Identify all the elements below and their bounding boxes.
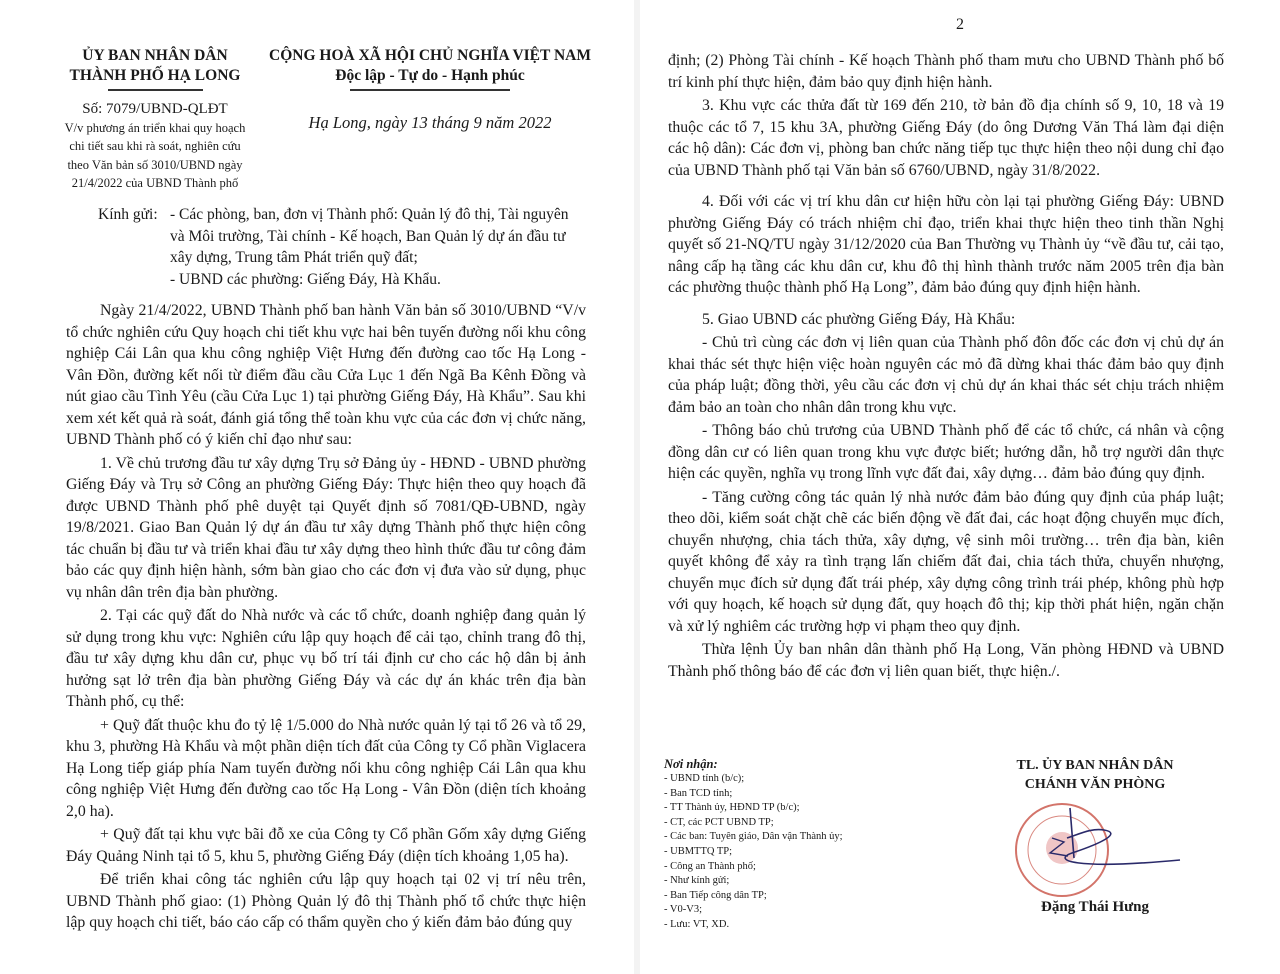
national-header xyxy=(255,46,605,133)
subject-line: 21/4/2022 của UBND Thành phố xyxy=(71,176,239,190)
issuer-block xyxy=(40,46,270,192)
distribution-label: Nơi nhận: xyxy=(664,757,718,771)
distribution-item: - V0-V3; xyxy=(664,904,703,916)
document-page-1 xyxy=(0,0,636,974)
distribution-item: - CT, các PCT UBND TP; xyxy=(664,816,774,828)
page-number: 2 xyxy=(956,16,964,33)
paragraph: - Thông báo chủ trương của UBND Thành phố để các tổ chức, cá nhân và cộng đồng dân cư có liên quan trong khu vực được biết; hướng dẫn, hỗ trợ người dân thực hiện các quyền, nghĩa vụ trong lĩnh vực đất đai, xây dựng… đảm bảo đúng quy định. xyxy=(668,422,1224,482)
paragraph: Ngày 21/4/2022, UBND Thành phố ban hành Văn bản số 3010/UBND “V/v tổ chức nghiên cứu Quy hoạch chi tiết khu vực hai bên tuyến đường nối khu công nghiệp Cái Lân qua khu công nghiệp Việt Hưng đến đường cao tốc Hạ Long - Vân Đồn, đường kết nối từ điểm đầu cầu Cửa Lục 1 đến Ngã Ba Kênh Đồng và nút giao cầu Tình Yêu (cầu Cửa Lục 1) tại phường Giếng Đáy, Hà Khẩu”. Sau khi xem xét kết quả rà soát, đánh giá tổng thể toàn khu vực của các đơn vị chức năng, UBND Thành phố có ý kiến chỉ đạo như sau: xyxy=(66,302,586,448)
distribution-item: - Ban TCD tỉnh; xyxy=(664,787,733,799)
issuer-line: ỦY BAN NHÂN DÂN xyxy=(82,47,228,64)
paragraph: - Tăng cường công tác quản lý nhà nước đảm bảo đúng quy định của pháp luật; theo dõi, kiểm soát chặt chẽ các biến động về đất đai, các hoạt động chuyển mục đích, chuyển nhượng, chia tách thửa, xây dựng, vệ sinh môi trường… trên địa bàn, kiên quyết không để xảy ra tình trạng lấn chiếm đất đai, chia tách thửa, chuyển nhượng, chuyển mục đích sử dụng đất trái phép, xây dựng công trình trái phép, không phù hợp với quy hoạch, kế hoạch sử dụng đất, quy hoạch đô thị; kịp thời phát hiện, ngăn chặn và xử lý nghiêm các trường hợp vi phạm theo quy định. xyxy=(668,488,1224,635)
subject-line: theo Văn bản số 3010/UBND ngày xyxy=(67,157,243,172)
subject-line: chi tiết sau khi rà soát, nghiên cứu xyxy=(69,139,241,153)
paragraph: 1. Về chủ trương đầu tư xây dựng Trụ sở Đảng ủy - HĐND - UBND phường Giếng Đáy và Trụ sở Công an phường Giếng Đáy: Thực hiện theo quy hoạch đã được UBND Thành phố phê duyệt tại Quyết định số 7081/QĐ-UBND, ngày 19/8/2021. Giao Ban Quản lý dự án đầu tư xây dựng Thành phố thực hiện công tác chuẩn bị đầu tư và triển khai đầu tư xây dựng theo hình thức đầu tư công đảm bảo các quy định hiện hành, sớm bàn giao cho các đơn vị đưa vào sử dụng, phục vụ nhân dân trên địa bàn phường. xyxy=(66,454,586,601)
paragraph: định; (2) Phòng Tài chính - Kế hoạch Thành phố tham mưu cho UBND Thành phố bố trí kinh phí thực hiện, đảm bảo quy định hiện hành. xyxy=(668,52,1224,91)
divider xyxy=(108,89,203,91)
paragraph: Để triển khai công tác nghiên cứu lập quy hoạch tại 02 vị trí nêu trên, UBND Thành phố giao: (1) Phòng Quản lý đô thị Thành phố tổ chức thực hiện lập quy hoạch chi tiết, báo cáo cấp có thẩm quyền cho ý kiến đảm bảo đúng quy xyxy=(66,871,586,931)
distribution-item: - Công an Thành phố; xyxy=(664,860,756,872)
signature-title: CHÁNH VĂN PHÒNG xyxy=(1024,777,1166,792)
distribution-item: - Các ban: Tuyên giáo, Dân vận Thành ủy; xyxy=(664,831,843,843)
distribution-item: - Ban Tiếp công dân TP; xyxy=(664,889,767,901)
recipient-item: - UBND các phường: Giếng Đáy, Hà Khẩu. xyxy=(170,270,441,288)
issuer-line: THÀNH PHỐ HẠ LONG xyxy=(69,67,241,84)
paragraph: 4. Đối với các vị trí khu dân cư hiện hữu còn lại tại phường Giếng Đáy: UBND phường Giếng Đáy có trách nhiệm chỉ đạo, triển khai thực hiện theo tinh thần Nghị quyết số 21-NQ/TU ngày 31/12/2020 của Ban Thường vụ Thành ủy “về đầu tư, cải tạo, nâng cấp hạ tầng các khu dân cư, khu đô thị hình thành trước năm 2005 trên địa bàn các phường thuộc thành phố Hạ Long”, đảm bảo đúng quy định hiện hành. xyxy=(668,193,1224,296)
distribution-item: - UBMTTQ TP; xyxy=(664,845,733,857)
distribution-item: - TT Thành ủy, HĐND TP (b/c); xyxy=(664,802,800,814)
document-number: Số: 7079/UBND-QLĐT xyxy=(82,100,228,117)
signer-name: Đặng Thái Hưng xyxy=(1041,899,1149,915)
paragraph: 5. Giao UBND các phường Giếng Đáy, Hà Khẩu: xyxy=(702,310,1016,328)
recipients-block xyxy=(98,204,580,290)
paragraph: Thừa lệnh Ủy ban nhân dân thành phố Hạ Long, Văn phòng HĐND và UBND Thành phố thông báo để các đơn vị liên quan biết, thực hiện./. xyxy=(668,641,1224,680)
document-date: Hạ Long, ngày 13 tháng 9 năm 2022 xyxy=(308,112,552,132)
distribution-item: - Như kính gửi; xyxy=(664,875,730,887)
national-title: CỘNG HOÀ XÃ HỘI CHỦ NGHĨA VIỆT NAM xyxy=(269,47,591,64)
divider xyxy=(350,89,510,91)
body-text xyxy=(66,300,586,934)
distribution-list xyxy=(664,756,843,933)
paragraph: 3. Khu vực các thửa đất từ 169 đến 210, tờ bản đồ địa chính số 9, 10, 18 và 19 thuộc các tổ 7, 15 khu 3A, phường Giếng Đáy (do ông Dương Văn Thá làm đại diện các hộ dân): Các đơn vị, phòng ban chức năng tiếp tục thực hiện theo nội dung chỉ đạo của UBND Thành phố tại Văn bản số 6760/UBND, ngày 31/8/2022. xyxy=(668,97,1224,179)
recipient-item: - Các phòng, ban, đơn vị Thành phố: Quản lý đô thị, Tài nguyên và Môi trường, Tài chính - Kế hoạch, Ban Quản lý dự án đầu tư xây dựng, Trung tâm Phát triển quỹ đất; xyxy=(170,206,569,266)
paragraph: + Quỹ đất thuộc khu đo tỷ lệ 1/5.000 do Nhà nước quản lý tại tổ 26 và tổ 29, khu 3, phường Hà Khẩu và một phần diện tích đất của Công ty Cổ phần Viglacera Hạ Long tiếp giáp phía Nam tuyến đường nối khu công nghiệp Cái Lân qua khu công nghiệp Việt Hưng đến đường cao tốc Hạ Long - Vân Đồn (diện tích khoảng 2,0 ha). xyxy=(66,716,586,820)
subject-line: V/v phương án triển khai quy hoạch xyxy=(64,120,246,135)
paragraph: + Quỹ đất tại khu vực bãi đỗ xe của Công ty Cổ phần Gốm xây dựng Giếng Đáy Quảng Ninh tại tổ 5, khu 5, phường Giếng Đáy (diện tích khoảng 1,05 ha). xyxy=(66,826,586,865)
paragraph: 2. Tại các quỹ đất do Nhà nước và các tổ chức, doanh nghiệp đang quản lý sử dụng trong khu vực: Nghiên cứu lập quy hoạch để cải tạo, chỉnh trang đô thị, đầu tư xây dựng khu dân cư, phục vụ bố trí tái định cư cho các hộ dân bị ảnh hưởng sạt lở trên địa bàn phường Giếng Đáy và các dự án khác trên địa bàn Thành phố, cụ thể: xyxy=(66,607,586,710)
distribution-item: - Lưu: VT, XD. xyxy=(664,918,730,930)
signature-title: TL. ỦY BAN NHÂN DÂN xyxy=(1016,758,1174,773)
document-page-2 xyxy=(640,0,1280,974)
recipients-label: Kính gửi: xyxy=(98,206,158,223)
body-text xyxy=(668,50,1224,682)
paragraph: - Chủ trì cùng các đơn vị liên quan của Thành phố đôn đốc các đơn vị chủ dự án khai thác sét thực hiện việc hoàn nguyên các mỏ đã dừng khai thác đảm bảo quy định của pháp luật; đồng thời, yêu cầu các đơn vị chủ dự án khai thác sét chịu trách nhiệm đảm bảo an toàn cho nhân dân trong khu vực. xyxy=(668,334,1224,416)
signature-block xyxy=(970,756,1220,915)
motto: Độc lập - Tự do - Hạnh phúc xyxy=(335,67,525,84)
distribution-item: - UBND tỉnh (b/c); xyxy=(664,773,745,784)
official-seal-and-signature-icon xyxy=(1012,798,1182,908)
